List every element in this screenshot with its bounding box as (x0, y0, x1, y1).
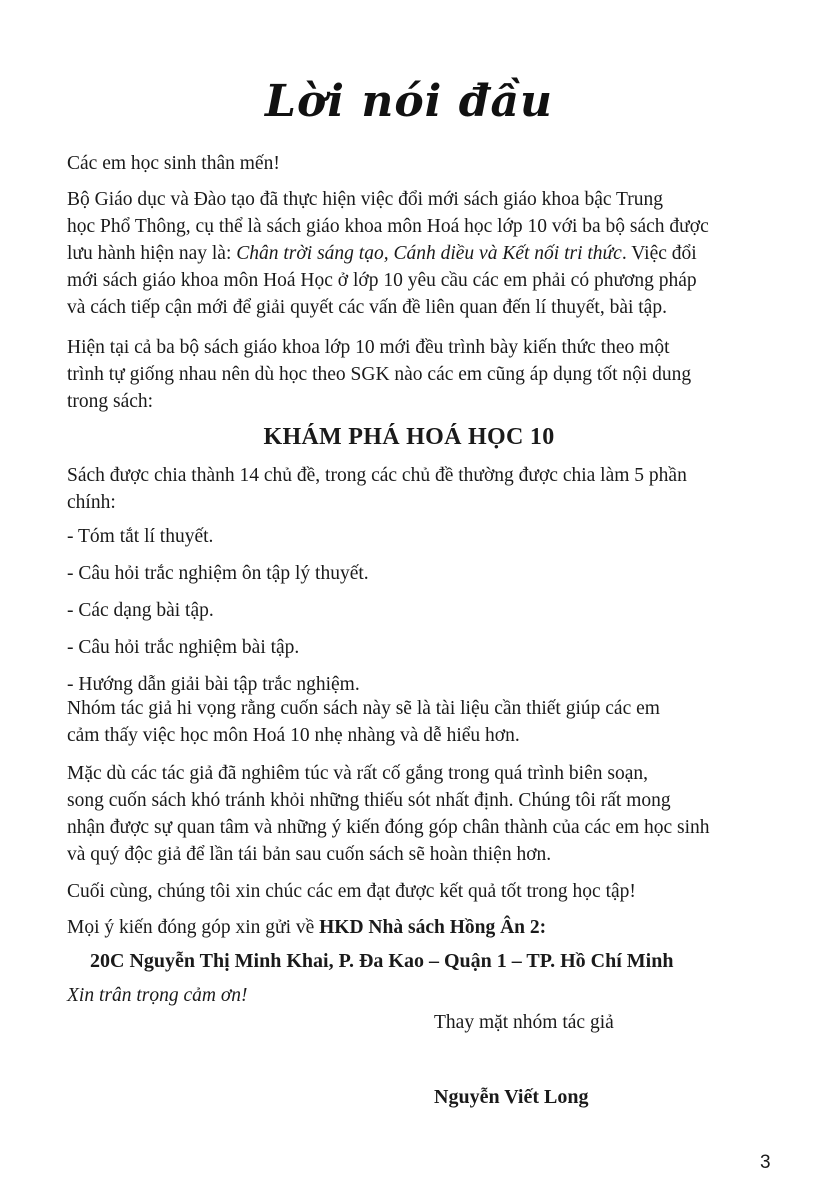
author-name: Nguyễn Viết Long (434, 1086, 589, 1108)
content-parts-list (67, 523, 369, 708)
list-item: - Tóm tắt lí thuyết. (67, 526, 214, 547)
text-span: . Việc đổi (621, 243, 697, 264)
paragraph-line: Hiện tại cả ba bộ sách giáo khoa lớp 10 mới đều trình bày kiến thức theo một (67, 337, 670, 358)
signoff: Thay mặt nhóm tác giả (434, 1012, 614, 1033)
feedback-line (67, 914, 771, 941)
list-item: - Hướng dẫn giải bài tập trắc nghiệm. (67, 674, 360, 695)
paragraph-line: trong sách: (67, 391, 154, 412)
greeting-text: Các em học sinh thân mến! (67, 153, 280, 174)
book-title: KHÁM PHÁ HOÁ HỌC 10 (263, 424, 555, 450)
paragraph-line: nhận được sự quan tâm và những ý kiến đóng góp chân thành của các em học sinh (67, 817, 710, 838)
paragraph-line (67, 240, 771, 267)
paragraph-line: chính: (67, 492, 116, 513)
paragraph-line: trình tự giống nhau nên dù học theo SGK nào các em cũng áp dụng tốt nội dung (67, 364, 692, 385)
paragraph-line: Nhóm tác giả hi vọng rằng cuốn sách này sẽ là tài liệu cần thiết giúp các em (67, 698, 660, 719)
paragraph-line: song cuốn sách khó tránh khỏi những thiếu sót nhất định. Chúng tôi rất mong (67, 790, 671, 811)
paragraph-line: và quý độc giả để lần tái bản sau cuốn sách sẽ hoàn thiện hơn. (67, 844, 552, 865)
paragraph-line: Bộ Giáo dục và Đào tạo đã thực hiện việc đổi mới sách giáo khoa bậc Trung (67, 189, 663, 210)
paragraph-line: mới sách giáo khoa môn Hoá Học ở lớp 10 yêu cầu các em phải có phương pháp (67, 270, 697, 291)
paragraph-line: Cuối cùng, chúng tôi xin chúc các em đạt được kết quả tốt trong học tập! (67, 881, 636, 902)
paragraph-1 (67, 186, 771, 321)
page-title: Lời nói đầu (265, 76, 553, 127)
book-series-names: Chân trời sáng tạo, Cánh diều và Kết nối tri thức (236, 243, 622, 264)
paragraph-2 (67, 334, 771, 415)
page-number: 3 (760, 1152, 771, 1173)
paragraph-5 (67, 760, 771, 868)
text-span: lưu hành hiện nay là: (67, 243, 237, 264)
paragraph-3 (67, 462, 771, 516)
paragraph-line (67, 914, 771, 941)
paragraph-6 (67, 878, 771, 905)
paragraph-line: cảm thấy việc học môn Hoá 10 nhẹ nhàng và dễ hiểu hơn. (67, 725, 520, 746)
thanks-line: Xin trân trọng cảm ơn! (67, 985, 248, 1006)
list-item: - Câu hỏi trắc nghiệm bài tập. (67, 637, 300, 658)
text-span: Mọi ý kiến đóng góp xin gửi về (67, 917, 320, 938)
publisher-address: 20C Nguyễn Thị Minh Khai, P. Đa Kao – Quận 1 – TP. Hồ Chí Minh (90, 950, 674, 972)
greeting (67, 150, 771, 177)
paragraph-line: Sách được chia thành 14 chủ đề, trong các chủ đề thường được chia làm 5 phần (67, 465, 687, 486)
list-item: - Câu hỏi trắc nghiệm ôn tập lý thuyết. (67, 563, 369, 584)
paragraph-line: và cách tiếp cận mới để giải quyết các vấn đề liên quan đến lí thuyết, bài tập. (67, 297, 667, 318)
paragraph-line: Mặc dù các tác giả đã nghiêm túc và rất cố gắng trong quá trình biên soạn, (67, 763, 649, 784)
list-item: - Các dạng bài tập. (67, 600, 214, 621)
paragraph-line: học Phổ Thông, cụ thể là sách giáo khoa môn Hoá học lớp 10 với ba bộ sách được (67, 216, 709, 237)
publisher-name: HKD Nhà sách Hồng Ân 2: (319, 917, 547, 938)
paragraph-4 (67, 695, 771, 749)
